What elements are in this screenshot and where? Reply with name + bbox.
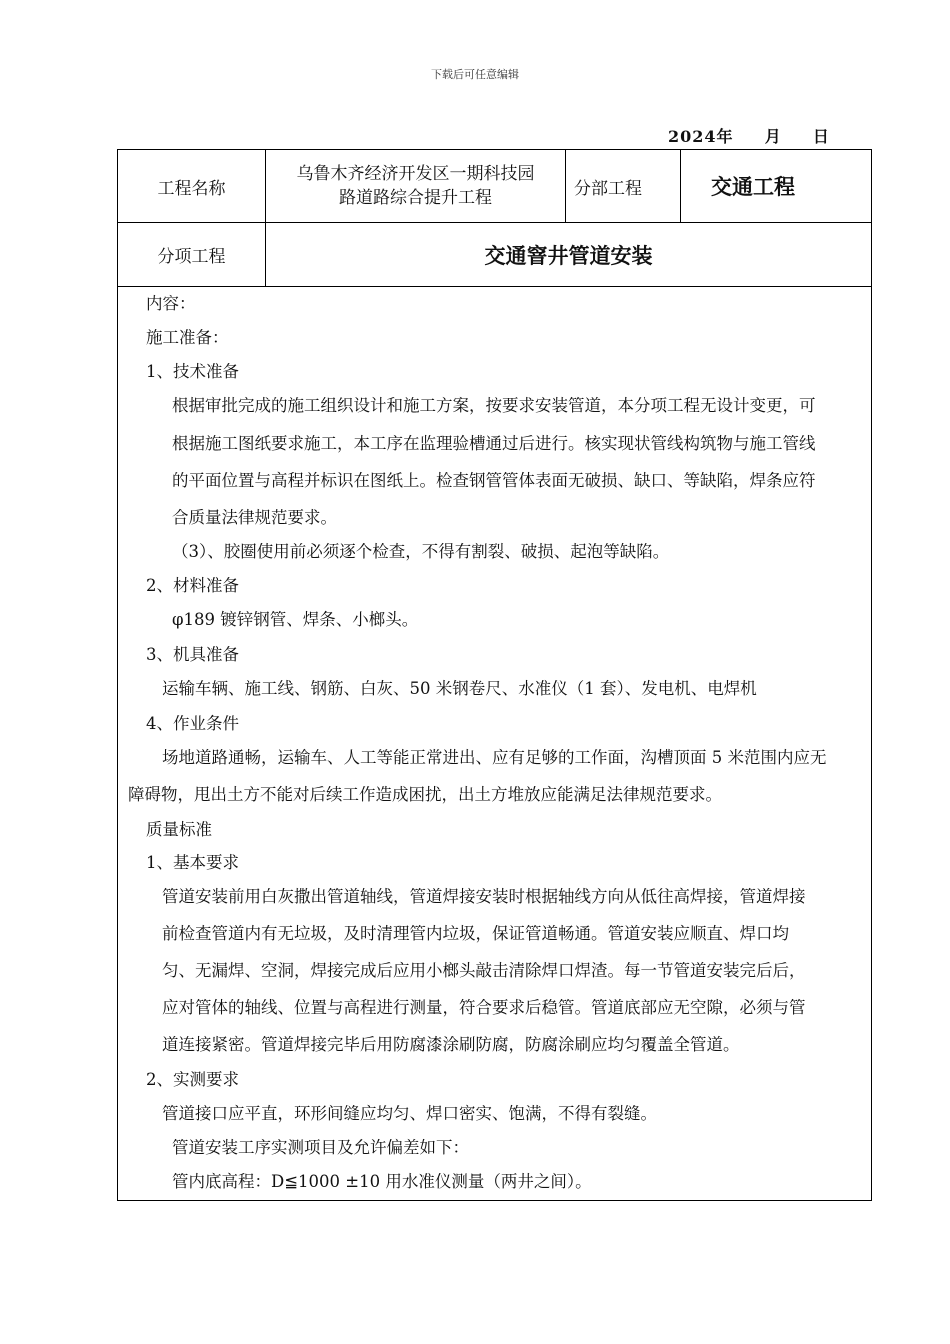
division-label: 分部工程	[574, 178, 642, 199]
content-line: 道连接紧密。管道焊接完毕后用防腐漆涂刷防腐，防腐涂刷应均匀覆盖全管道。	[162, 1035, 740, 1054]
content-line: 运输车辆、施工线、钢筋、白灰、50 米钢卷尺、水准仪（1 套）、发电机、电焊机	[162, 679, 757, 698]
content-line: 1、基本要求	[146, 853, 239, 872]
content-line: φ189 镀锌钢管、焊条、小榔头。	[172, 610, 419, 629]
row-divider	[118, 286, 871, 287]
content-line: 障碍物，甩出土方不能对后续工作造成困扰，出土方堆放应能满足法律规范要求。	[128, 785, 722, 804]
subitem-value: 交通窨井管道安装	[484, 242, 653, 268]
project-name-value	[266, 150, 565, 222]
content-line: 管道安装工序实测项目及允许偏差如下：	[172, 1138, 469, 1157]
content-line: 根据施工图纸要求施工，本工序在监理验槽通过后进行。核实现状管线构筑物与施工管线	[172, 434, 816, 453]
date-year: 2024年	[668, 127, 734, 146]
project-name-line1: 乌鲁木齐经济开发区一期科技园	[296, 164, 535, 184]
content-line: 1、技术准备	[146, 362, 239, 381]
watermark-text: 下载后可任意编辑	[431, 68, 519, 81]
content-line: 匀、无漏焊、空洞，焊接完成后应用小榔头敲击清除焊口焊渣。每一节管道安装完后后，	[162, 961, 806, 980]
content-line: 管内底高程：D≦1000 ±10 用水准仪测量（两井之间）。	[172, 1172, 592, 1191]
content-line: 前检查管道内有无垃圾，及时清理管内垃圾，保证管道畅通。管道安装应顺直、焊口均	[162, 924, 789, 943]
date-line	[668, 124, 830, 147]
content-line: 管道接口应平直，环形间缝应均匀、焊口密实、饱满，不得有裂缝。	[162, 1104, 657, 1123]
content-line: 施工准备：	[146, 328, 229, 347]
content-line: 内容：	[146, 294, 196, 313]
content-line: 4、作业条件	[146, 714, 239, 733]
content-line: 2、实测要求	[146, 1070, 239, 1089]
content-line: 的平面位置与高程并标识在图纸上。检查钢管管体表面无破损、缺口、等缺陷，焊条应符	[172, 471, 816, 490]
content-line: （3）、胶圈使用前必须逐个检查，不得有割裂、破损、起泡等缺陷。	[172, 542, 670, 561]
content-line: 根据审批完成的施工组织设计和施工方案，按要求安装管道，本分项工程无设计变更，可	[172, 396, 816, 415]
content-line: 管道安装前用白灰撒出管道轴线，管道焊接安装时根据轴线方向从低往高焊接，管道焊接	[162, 887, 806, 906]
division-value: 交通工程	[711, 174, 795, 199]
content-line: 应对管体的轴线、位置与高程进行测量，符合要求后稳管。管道底部应无空隙，必须与管	[162, 998, 806, 1017]
content-line: 3、机具准备	[146, 645, 239, 664]
content-line: 2、材料准备	[146, 576, 239, 595]
project-name-label: 工程名称	[157, 178, 226, 199]
subitem-label: 分项工程	[157, 247, 226, 267]
content-line: 质量标准	[146, 820, 212, 839]
date-month: 月	[764, 127, 782, 146]
content-line: 合质量法律规范要求。	[172, 508, 337, 527]
date-day: 日	[812, 127, 830, 146]
project-name-line2: 路道路综合提升工程	[339, 188, 492, 208]
content-line: 场地道路通畅，运输车、人工等能正常进出、应有足够的工作面，沟槽顶面 5 米范围内应无	[162, 748, 827, 767]
inspection-form	[117, 149, 872, 1201]
